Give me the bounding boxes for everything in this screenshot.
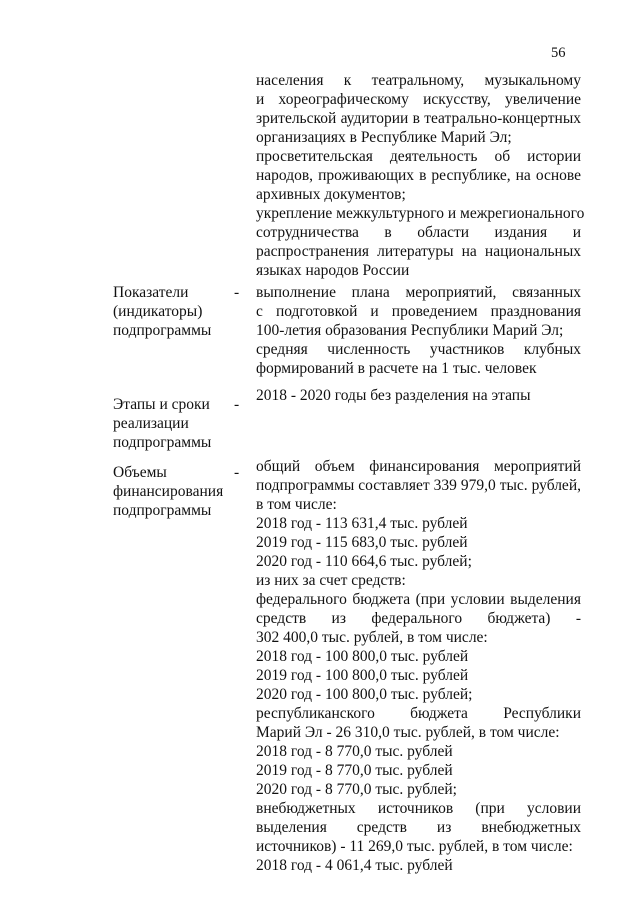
text-line: из них за счет средств: bbox=[256, 572, 406, 589]
text-line: формирований в расчете на 1 тыс. человек bbox=[256, 360, 537, 377]
text-line: 2019 год - 100 800,0 тыс. рублей bbox=[256, 667, 469, 684]
text-line: просветительская деятельность об истории bbox=[256, 148, 581, 165]
page-number: 56 bbox=[551, 45, 566, 61]
text-line: средняя численность участников клубных bbox=[256, 341, 581, 358]
text-line: федерального бюджета (при условии выделения bbox=[256, 591, 581, 608]
text-line: 2019 год - 115 683,0 тыс. рублей bbox=[256, 534, 468, 551]
text-line: Марий Эл - 26 310,0 тыс. рублей, в том числе: bbox=[256, 724, 560, 741]
section-label-line: (индикаторы) bbox=[113, 303, 203, 320]
section-label-line: реализации bbox=[113, 415, 189, 432]
section-label-line: подпрограммы bbox=[113, 502, 212, 519]
section-label-line: Объемы bbox=[113, 464, 167, 481]
text-line: выполнение плана мероприятий, связанных bbox=[256, 284, 581, 301]
section-label-line: подпрограммы bbox=[113, 434, 212, 451]
text-line: выделения средств из внебюджетных bbox=[256, 819, 581, 836]
text-line: 2018 год - 8 770,0 тыс. рублей bbox=[256, 743, 453, 760]
text-line: 2019 год - 8 770,0 тыс. рублей bbox=[256, 762, 453, 779]
section-label-line: Показатели bbox=[113, 284, 189, 301]
text-line: с подготовкой и проведением празднования bbox=[256, 303, 581, 320]
text-line: распространения литературы на национальных bbox=[256, 243, 581, 260]
text-line: населения к театральному, музыкальному bbox=[256, 72, 581, 89]
section-label-line: подпрограммы bbox=[113, 322, 212, 339]
text-line: в том числе: bbox=[256, 496, 337, 513]
text-line: народов, проживающих в республике, на основе bbox=[256, 167, 581, 184]
text-line: средств из федерального бюджета) - bbox=[256, 610, 581, 627]
text-line: 2018 год - 4 061,4 тыс. рублей bbox=[256, 857, 453, 874]
section-dash: - bbox=[234, 396, 240, 413]
text-line: 302 400,0 тыс. рублей, в том числе: bbox=[256, 629, 488, 646]
text-line: и хореографическому искусству, увеличение bbox=[256, 91, 581, 108]
text-line: 2018 год - 100 800,0 тыс. рублей bbox=[256, 648, 469, 665]
text-line: подпрограммы составляет 339 979,0 тыс. рублей, bbox=[256, 477, 581, 494]
section-dash: - bbox=[234, 464, 240, 481]
text-line: 2018 - 2020 годы без разделения на этапы bbox=[256, 387, 531, 404]
text-line: зрительской аудитории в театрально-концертных bbox=[256, 110, 581, 127]
text-line: общий объем финансирования мероприятий bbox=[256, 458, 581, 475]
text-line: укрепление межкультурного и межрегионального bbox=[256, 205, 585, 222]
section-dash: - bbox=[234, 284, 240, 301]
text-line: источников) - 11 269,0 тыс. рублей, в том числе: bbox=[256, 838, 573, 855]
text-line: внебюджетных источников (при условии bbox=[256, 800, 581, 817]
section-label-line: Этапы и сроки bbox=[113, 396, 210, 413]
text-line: архивных документов; bbox=[256, 186, 406, 203]
text-line: 100-летия образования Республики Марий Эл; bbox=[256, 322, 564, 339]
text-line: 2018 год - 113 631,4 тыс. рублей bbox=[256, 515, 468, 532]
text-line: организациях в Республике Марий Эл; bbox=[256, 129, 512, 146]
text-line: республиканского бюджета Республики bbox=[256, 705, 581, 722]
text-line: 2020 год - 110 664,6 тыс. рублей; bbox=[256, 553, 472, 570]
section-label-line: финансирования bbox=[113, 483, 224, 500]
text-line: языках народов России bbox=[256, 262, 410, 279]
text-line: 2020 год - 8 770,0 тыс. рублей; bbox=[256, 781, 457, 798]
text-line: сотрудничества в области издания и bbox=[256, 224, 581, 241]
text-line: 2020 год - 100 800,0 тыс. рублей; bbox=[256, 686, 473, 703]
